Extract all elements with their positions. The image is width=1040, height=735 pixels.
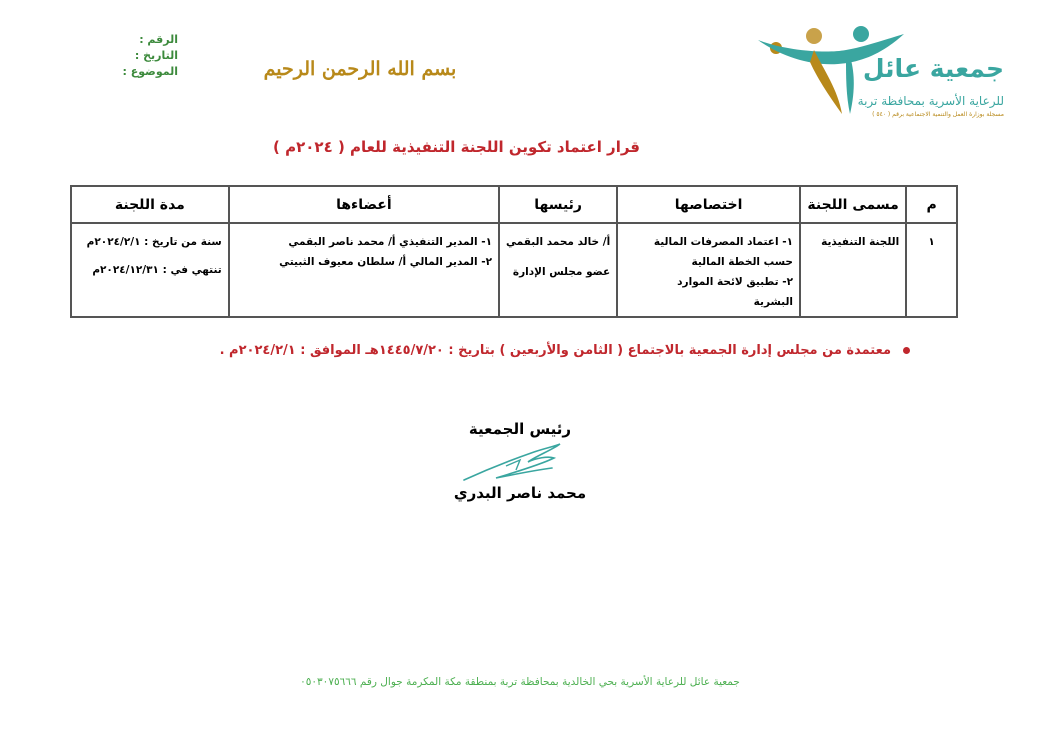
chair-role: عضو مجلس الإدارة (512, 266, 611, 278)
table-header-row (71, 186, 957, 223)
basmala: بسم الله الرحمن الرحيم (263, 58, 457, 80)
row-duration (71, 223, 229, 317)
subject-label: الموضوع : (122, 65, 178, 78)
signature-name: محمد ناصر البدري (453, 484, 587, 502)
header-chair: رئيسها (499, 186, 617, 223)
row-chair (499, 223, 617, 317)
member-line: ٢- المدير المالي أ/ سلطان معيوف الثبيتي (279, 256, 493, 268)
row-committee-name: اللجنة التنفيذية (800, 223, 906, 317)
duration-end: تنتهي في : ٢٠٢٤/١٢/٣١م (92, 264, 222, 276)
duty-line: البشرية (753, 296, 794, 308)
table-row (71, 223, 957, 317)
approval-note (180, 343, 910, 358)
chair-name: أ/ خالد محمد البقمي (506, 236, 611, 248)
row-number: ١ (906, 223, 957, 317)
header-members: أعضاءها (229, 186, 499, 223)
committee-table (70, 185, 958, 318)
row-duties (617, 223, 800, 317)
document-title: قرار اعتماد تكوين اللجنة التنفيذية للعام ( ٢٠٢٤م ) (273, 138, 640, 156)
duration-start: سنة من تاريخ : ٢٠٢٤/٢/١م (86, 236, 222, 248)
row-members (229, 223, 499, 317)
approval-note-text: معتمدة من مجلس إدارة الجمعية بالاجتماع ( الثامن والأربعين ) بتاريخ : ١٤٤٥/٧/٢٠هـ الموافق : ٢٠٢٤/٢/١م . (219, 343, 891, 358)
signature-title: رئيس الجمعية (468, 420, 572, 438)
logo-name: جمعية عائل (862, 54, 1004, 83)
footer-contact: جمعية عائل للرعاية الأسرية بحي الخالدية بمحافظة تربة بمنطقة مكة المكرمة جوال رقم ٠٥٠٣٠٧٥٦٦٦ (300, 676, 740, 688)
header-number: م (906, 186, 957, 223)
document-meta (118, 32, 178, 80)
logo-registration: مسجلة بوزارة العمل والتنمية الاجتماعية برقم ( ٥٤٠ ) (872, 111, 1004, 118)
date-label: التاريخ : (134, 49, 178, 62)
header-duration: مدة اللجنة (71, 186, 229, 223)
logo-subtitle: للرعاية الأسرية بمحافظة تربة (857, 94, 1004, 108)
duty-line: ٢- تطبيق لائحة الموارد (677, 276, 794, 288)
bullet-icon (903, 347, 910, 354)
duty-line: ١- اعتماد المصرفات المالية (653, 236, 794, 248)
number-label: الرقم : (139, 33, 178, 46)
handwritten-signature (456, 440, 566, 488)
duty-line: حسب الخطة المالية (691, 256, 794, 268)
header-committee-name: مسمى اللجنة (800, 186, 906, 223)
header-duties: اختصاصها (617, 186, 800, 223)
member-line: ١- المدير التنفيذي أ/ محمد ناصر البقمي (288, 236, 493, 248)
